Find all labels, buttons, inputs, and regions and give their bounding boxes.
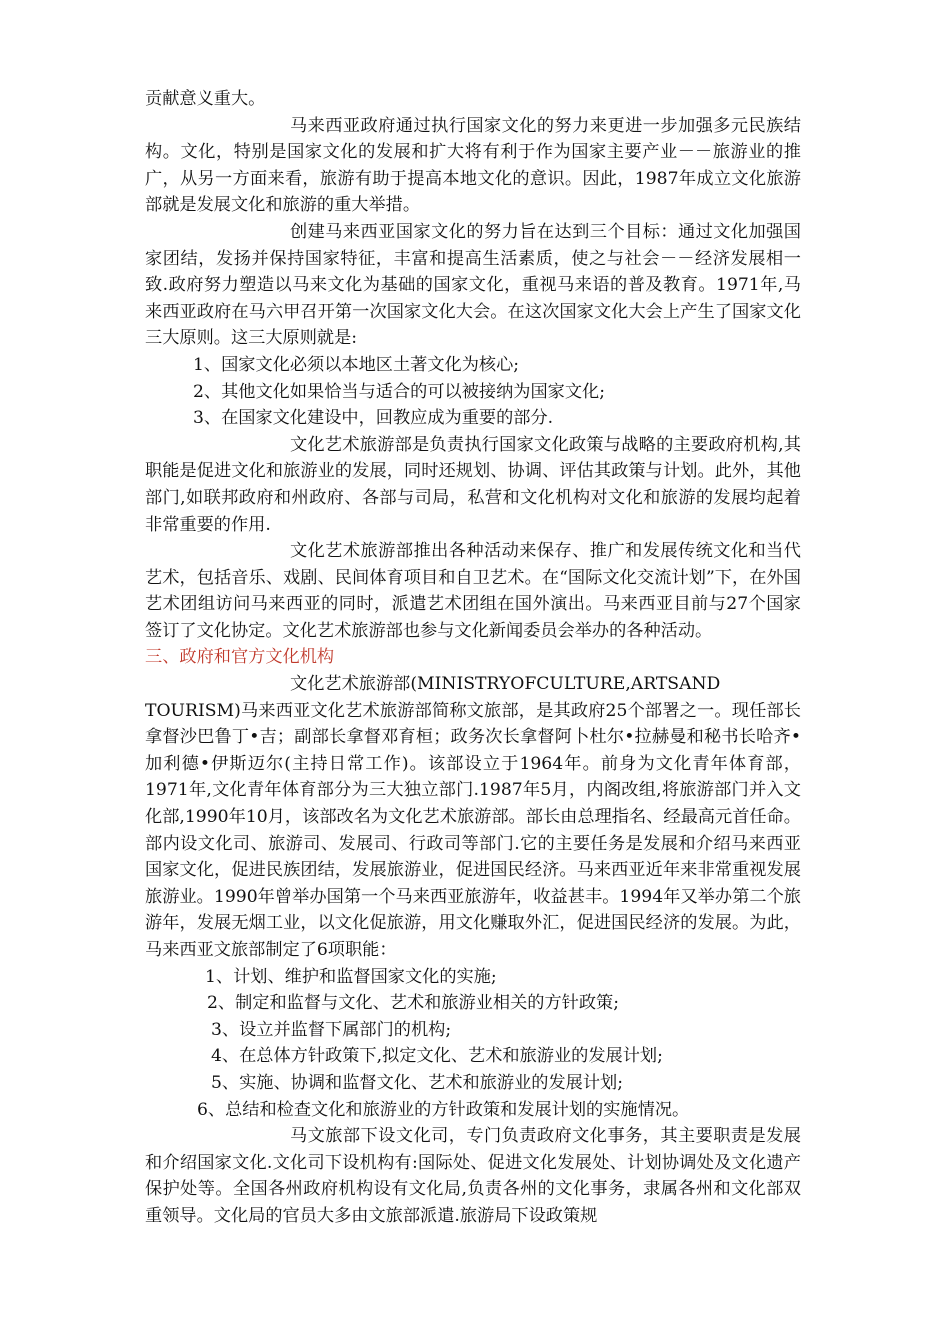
principle-item: 2、其他文化如果恰当与适合的可以被接纳为国家文化; xyxy=(193,381,606,402)
section-heading: 三、政府和官方文化机构 xyxy=(145,647,335,668)
principle-item: 3、在国家文化建设中，回教应成为重要的部分. xyxy=(193,408,554,429)
function-item: 1、计划、维护和监督国家文化的实施; xyxy=(205,966,497,987)
paragraph-ministry-name: 文化艺术旅游部(MINISTRYOFCULTURE,ARTSAND xyxy=(290,674,721,695)
paragraph-continuation: 贡献意义重大。 xyxy=(145,89,266,109)
paragraph-ministry-history: TOURISM)马来西亚文化艺术旅游部简称文旅部，是其政府25个部署之一。现任部长拿督沙巴鲁丁•吉；副部长拿督邓育桓；政务次长拿督阿卜杜尔•拉赫曼和秘书长哈齐•加利德•伊斯迈尔(主持日常工作)。该部设立于1964年。前身为文化青年体育部，1971年,文化青年体育部分为三大独立部门.1987年5月，内阁改组,将旅游部门并入文化部,1990年10月，该部改名为文化艺术旅游部。部长由总理指名、经最高元首任命。部内设文化司、旅游司、发展司、行政司等部门.它的主要任务是发展和介绍马来西亚国家文化，促进民族团结，发展旅游业，促进国民经济。马来西亚近年来非常重视发展旅游业。1990年曾举办国第一个马来西亚旅游年，收益甚丰。1994年又举办第二个旅游年，发展无烟工业，以文化促旅游，用文化赚取外汇，促进国民经济的发展。为此，马来西亚文旅部制定了6项职能： xyxy=(145,700,801,960)
paragraph-culture-division: 马文旅部下设文化司，专门负责政府文化事务，其主要职责是发展和介绍国家文化.文化司下设机构有:国际处、促进文化发展处、计划协调处及文化遗产保护处等。全国各州政府机构设有文化局,负责各州的文化事务，隶属各州和文化部双重领导。文化局的官员大多由文旅部派遣.旅游局下设政策规 xyxy=(145,1126,801,1226)
function-item: 5、实施、协调和监督文化、艺术和旅游业的发展计划; xyxy=(211,1072,624,1093)
paragraph-three-goals: 创建马来西亚国家文化的努力旨在达到三个目标：通过文化加强国家团结，发扬并保持国家特征，丰富和提高生活素质，使之与社会－－经济发展相一致.政府努力塑造以马来文化为基础的国家文化，重视马来语的普及教育。1971年,马来西亚政府在马六甲召开第一次国家文化大会。在这次国家文化大会上产生了国家文化三大原则。这三大原则就是: xyxy=(145,221,801,349)
paragraph-ministry-activities: 文化艺术旅游部推出各种活动来保存、推广和发展传统文化和当代艺术，包括音乐、戏剧、民间体育项目和自卫艺术。在“国际文化交流计划”下，在外国艺术团组访问马来西亚的同时，派遣艺术团组在国外演出。马来西亚目前与27个国家签订了文化协定。文化艺术旅游部也参与文化新闻委员会举办的各种活动。 xyxy=(145,541,801,641)
function-item: 4、在总体方针政策下,拟定文化、艺术和旅游业的发展计划; xyxy=(211,1046,663,1067)
paragraph-ministry-role: 文化艺术旅游部是负责执行国家文化政策与战略的主要政府机构,其职能是促进文化和旅游业的发展，同时还规划、协调、评估其政策与计划。此外，其他部门,如联邦政府和州政府、各部与司局，私营和文化机构对文化和旅游的发展均起着非常重要的作用. xyxy=(145,434,801,535)
paragraph-national-culture: 马来西亚政府通过执行国家文化的努力来更进一步加强多元民族结构。文化，特别是国家文化的发展和扩大将有利于作为国家主要产业－－旅游业的推广，从另一方面来看，旅游有助于提高本地文化的意识。因此，1987年成立文化旅游部就是发展文化和旅游的重大举措。 xyxy=(145,115,801,216)
principle-item: 1、国家文化必须以本地区土著文化为核心; xyxy=(193,354,520,375)
function-item: 6、总结和检查文化和旅游业的方针政策和发展计划的实施情况。 xyxy=(197,1099,690,1120)
function-item: 3、设立并监督下属部门的机构; xyxy=(211,1019,452,1040)
document-page xyxy=(145,86,801,1230)
function-item: 2、制定和监督与文化、艺术和旅游业相关的方针政策; xyxy=(207,993,620,1014)
